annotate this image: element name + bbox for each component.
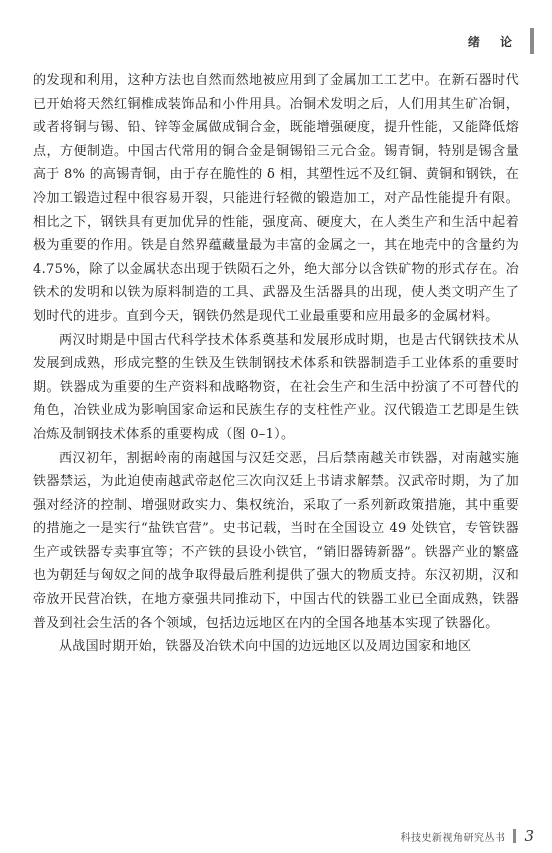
page-footer	[400, 827, 534, 845]
paragraph-western-han: 西汉初年，割据岭南的南越国与汉廷交恶，吕后禁南越关市铁器，对南越实施铁器禁运，为此迫使南越武帝赵佗三次向汉廷上书请求解禁。汉武帝时期，为了加强对经济的控制、增强财政实力、集权统治，采取了一系列新政策措施，其中重要的措施之一是实行“盐铁官营”。史书记载，当时在全国设立 49 处铁官，专管铁器生产或铁器专卖事宜等；不产铁的县设小铁官，“销旧器铸新器”。铁器产业的繁盛也为朝廷与匈奴之间的战争取得最后胜利提供了强大的物质支持。东汉初期，汉和帝放开民营冶铁，在地方豪强共同推动下，中国古代的铁器工业已全面成熟，铁器普及到社会生活的各个领域，包括边远地区在内的全国各地基本实现了铁器化。	[33, 450, 519, 631]
page-number: 3	[524, 827, 534, 845]
footer-bar	[513, 829, 516, 843]
header-bar	[530, 28, 534, 54]
body-text	[33, 69, 519, 659]
footer-series-title: 科技史新视角研究丛书	[400, 832, 506, 844]
paragraph-han-dynasty: 两汉时期是中国古代科学技术体系奠基和发展形成时期，也是古代钢铁技术从发展到成熟，形成完整的生铁及生铁制钢技术体系和铁器制造手工业体系的重要时期。铁器成为重要的生产资料和战略物资，在社会生产和生活中扮演了不可替代的角色，冶铁业成为影响国家命运和民族生存的支柱性产业。汉代锻造工艺即是生铁冶炼及制钢技术体系的重要构成（图 0–1）。	[33, 332, 519, 442]
paragraph-continued: 的发现和利用，这种方法也自然而然地被应用到了金属加工工艺中。在新石器时代已开始将天然红铜椎成装饰品和小件用具。冶铜术发明之后，人们用其生矿冶铜，或者将铜与锡、铅、锌等金属做成铜合金，既能增强硬度，提升性能，又能降低熔点，方便制造。中国古代常用的铜合金是铜锡铅三元合金。锡青铜，特别是锡含量高于 8% 的高锡青铜，由于存在脆性的 δ 相，其塑性远不及红铜、黄铜和钢铁，在冷加工锻造过程中很容易开裂，只能进行轻微的锻造加工，对产品性能提升有限。相比之下，钢铁具有更加优异的性能，强度高、硬度大，在人类生产和生活中起着极为重要的作用。铁是自然界蕴藏量最为丰富的金属之一，其在地壳中的含量约为 4.75%，除了以金属状态出现于铁陨石之外，绝大部分以含铁矿物的形式存在。冶铁术的发明和以铁为原料制造的工具、武器及生活器具的出现，使人类文明产生了划时代的进步。直到今天，钢铁仍然是现代工业最重要和应用最多的金属材料。	[33, 73, 519, 324]
header-title: 绪 论	[467, 34, 520, 49]
running-header	[468, 28, 534, 54]
paragraph-warring-states: 从战国时期开始，铁器及冶铁术向中国的边远地区以及周边国家和地区	[59, 639, 472, 655]
